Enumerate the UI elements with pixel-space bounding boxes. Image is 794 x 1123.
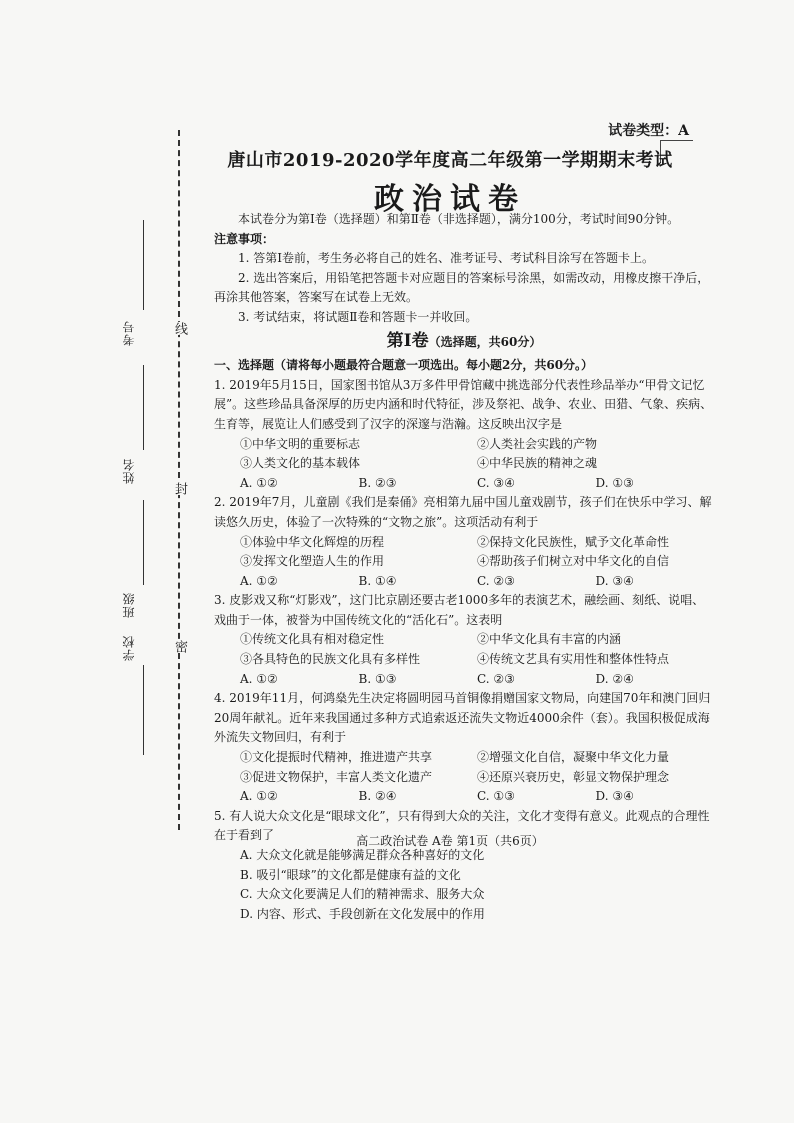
- statement-item: ③发挥文化塑造人生的作用: [240, 554, 385, 569]
- school-blank: [143, 665, 144, 755]
- statement-item: ①中华文明的重要标志: [240, 436, 361, 451]
- statement-item: ④中华民族的精神之魂: [477, 456, 598, 471]
- choice-list: [214, 572, 714, 592]
- school-label: 学校: [122, 635, 136, 661]
- statement-item: ①体验中华文化辉煌的历程: [240, 534, 385, 549]
- name-blank: [143, 365, 144, 450]
- note-item: 1. 答第Ⅰ卷前，考生务必将自己的姓名、准考证号、考试科目涂写在答题卡上。: [238, 251, 655, 266]
- statement-item: ④还原兴衰历史，彰显文物保护理念: [477, 769, 670, 784]
- subject-title: 政治试卷: [374, 182, 526, 217]
- notes-heading: 注意事项：: [214, 231, 275, 246]
- question-stem: 3. 皮影戏又称“灯影戏”，这门比京剧还要古老1000多年的表演艺术，融绘画、刻纸、说唱、戏曲于一体，被誉为中国传统文化的“活化石”。这表明: [214, 593, 705, 627]
- statement-item: ②保持文化民族性，赋予文化革命性: [477, 534, 670, 549]
- statement-item: ①文化提振时代精神，推进遗产共享: [240, 750, 433, 765]
- section-instruction: 一、选择题（请将每小题最符合题意一项选出。每小题2分，共60分。）: [214, 358, 594, 373]
- statement-list: [214, 630, 714, 669]
- choice-option: C. ③④: [477, 475, 515, 490]
- choice-option: C. ②③: [477, 573, 515, 588]
- choice-list: [214, 474, 714, 494]
- choice-option: B. ①④: [358, 573, 397, 588]
- name-label: 姓名: [122, 458, 136, 484]
- statement-item: ②人类社会实践的产物: [477, 436, 598, 451]
- choice-option: D. 内容、形式、手段创新在文化发展中的作用: [240, 906, 485, 921]
- choice-option: B. ②③: [358, 475, 397, 490]
- seal-mark-secret: 密: [172, 640, 187, 653]
- choice-option: C. ②③: [477, 671, 515, 686]
- choice-option: D. ③④: [595, 573, 634, 588]
- choice-option: D. ③④: [595, 789, 634, 804]
- class-label: 班级: [122, 592, 136, 618]
- choice-option: B. ②④: [358, 789, 397, 804]
- statement-list: [214, 435, 714, 474]
- page-footer: 高二政治试卷 A卷 第1页（共6页）: [356, 834, 544, 848]
- seal-mark-line: 线: [172, 322, 187, 335]
- intro-text: 本试卷分为第Ⅰ卷（选择题）和第Ⅱ卷（非选择题），满分100分，考试时间90分钟。: [238, 212, 680, 226]
- statement-item: ③各具特色的民族文化具有多样性: [240, 652, 421, 667]
- choice-option: C. ①③: [477, 789, 515, 804]
- choice-option: B. 吸引“眼球”的文化都是健康有益的文化: [240, 867, 461, 882]
- note-item: 2. 选出答案后，用铅笔把答题卡对应题目的答案标号涂黑，如需改动，用橡皮擦干净后，再涂其他答案，答案写在试卷上无效。: [214, 270, 710, 305]
- statement-list: [214, 533, 714, 572]
- choice-option: A. ①②: [240, 671, 278, 686]
- choice-option: B. ①③: [358, 671, 397, 686]
- exam-no-blank: [143, 220, 144, 310]
- question-stem: 2. 2019年7月，儿童剧《我们是秦俑》亮相第九届中国儿童戏剧节，孩子们在快乐中学习、解读悠久历史，体验了一次特殊的“文物之旅”。这项活动有利于: [214, 495, 712, 529]
- note-item: 3. 考试结束，将试题Ⅱ卷和答题卡一并收回。: [238, 309, 478, 324]
- choice-option: A. ①②: [240, 475, 278, 490]
- choice-option: C. 大众文化要满足人们的精神需求、服务大众: [240, 887, 485, 902]
- choice-list: [214, 670, 714, 690]
- exam-content: [214, 210, 714, 924]
- section-title: 第Ⅰ卷: [386, 330, 429, 351]
- statement-item: ③促进文物保护，丰富人类文化遗产: [240, 769, 433, 784]
- choice-option: D. ②④: [595, 671, 634, 686]
- binding-dashed-line: [178, 130, 180, 830]
- section-subtitle: （选择题，共60分）: [428, 334, 542, 349]
- choice-option: A. ①②: [240, 789, 278, 804]
- question-stem: 5. 有人说大众文化是“眼球文化”，只有得到大众的关注，文化才变得有意义。此观点的合理性在于看到了: [214, 808, 710, 843]
- choice-list: [214, 846, 714, 924]
- choice-option: A. ①②: [240, 573, 278, 588]
- choice-list: [214, 787, 714, 807]
- statement-item: ③人类文化的基本载体: [240, 456, 361, 471]
- exam-no-label: 考号: [122, 320, 136, 346]
- choice-option: D. ①③: [595, 475, 634, 490]
- statement-list: [214, 748, 714, 787]
- statement-item: ②中华文化具有丰富的内涵: [477, 632, 622, 647]
- statement-item: ②增强文化自信，凝聚中华文化力量: [477, 750, 670, 765]
- seal-mark-seal: 封: [172, 482, 187, 495]
- class-blank: [143, 500, 144, 585]
- exam-title: 唐山市2019-2020学年度高二年级第一学期期末考试: [227, 150, 673, 171]
- statement-item: ①传统文化具有相对稳定性: [240, 632, 385, 647]
- statement-item: ④传统文艺具有实用性和整体性特点: [477, 652, 670, 667]
- statement-item: ④帮助孩子们树立对中华文化的自信: [477, 554, 670, 569]
- paper-type: 试卷类型：A: [608, 123, 689, 139]
- choice-option: A. 大众文化就是能够满足群众各种喜好的文化: [240, 848, 485, 862]
- question-stem: 4. 2019年11月，何鸿燊先生决定将圆明园马首铜像捐赠国家文物局，向建国70年和澳门回归20周年献礼。近年来我国通过多种方式追索返还流失文物近4000余件（套）。我国积极促成海外流失文物回归，有利于: [214, 691, 711, 745]
- section-heading: [214, 332, 714, 353]
- question-stem: 1. 2019年5月15日，国家图书馆从3万多件甲骨馆藏中挑选部分代表性珍品举办“甲骨文记忆展”。这些珍品具备深厚的历史内涵和时代特征，涉及祭祀、战争、农业、田猎、气象、疾病、生育等，展览让人们感受到了汉字的深邃与浩瀚。这反映出汉字是: [214, 377, 713, 431]
